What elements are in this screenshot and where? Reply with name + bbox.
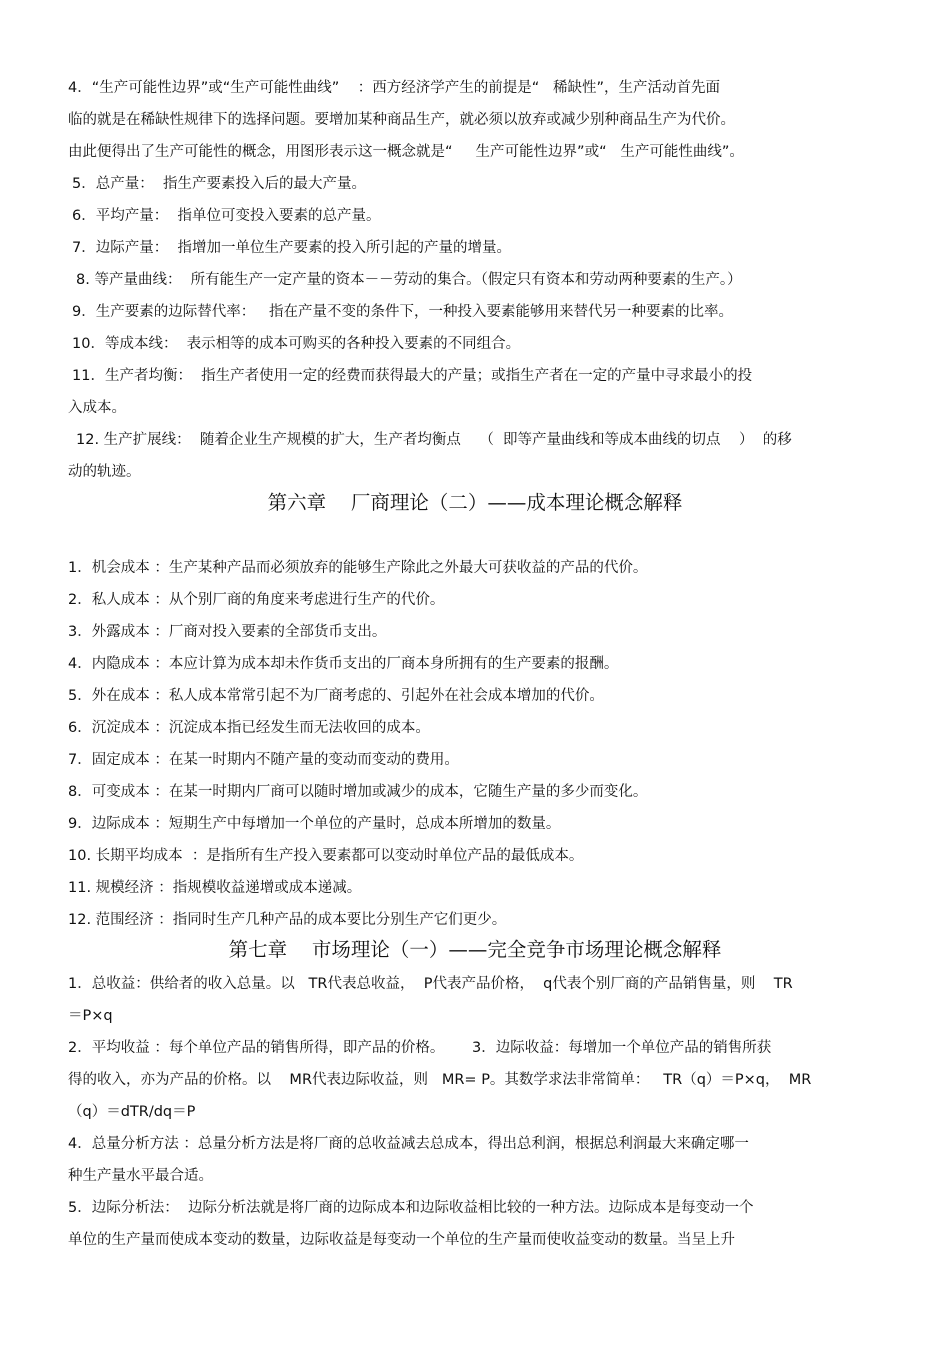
definition-line: 1．总收益：供给者的收入总量。以 TR代表总收益， P代表产品价格， q代表个别厂商的产品销售量，则 TR [68,976,793,992]
definition-line: 入成本。 [68,400,126,416]
definition-line: 8. 等产量曲线： 所有能生产一定产量的资本－－劳动的集合。（假定只有资本和劳动两种要素的生产。） [76,272,742,288]
definition-line: 6．平均产量： 指单位可变投入要素的总产量。 [72,208,381,224]
definition-line: 4．“生产可能性边界”或“生产可能性曲线” ：西方经济学产生的前提是“ 稀缺性”，生产活动首先面 [68,80,721,96]
definition-line: 3．外露成本 ：厂商对投入要素的全部货币支出。 [68,624,387,640]
definition-line: 1．机会成本 ：生产某种产品而必须放弃的能够生产除此之外最大可获收益的产品的代价。 [68,560,648,576]
definition-line: 10．等成本线： 表示相等的成本可购买的各种投入要素的不同组合。 [72,336,521,352]
definition-line: 种生产量水平最合适。 [68,1168,213,1184]
definition-line: 9．边际成本 ：短期生产中每增加一个单位的产量时，总成本所增加的数量。 [68,816,561,832]
definition-line: 10. 长期平均成本 ：是指所有生产投入要素都可以变动时单位产品的最低成本。 [68,848,584,864]
definition-line: ＝P×q [68,1008,113,1024]
chapter-title: 第六章 厂商理论（二）——成本理论概念解释 [267,491,683,514]
definition-line: 11. 规模经济 ：指规模收益递增或成本递减。 [68,880,362,896]
definition-line: 单位的生产量而使成本变动的数量，边际收益是每变动一个单位的生产量而使收益变动的数量。当呈上升 [68,1232,735,1248]
definition-line: 12. 生产扩展线： 随着企业生产规模的扩大，生产者均衡点 （ 即等产量曲线和等成本曲线的切点 ） 的移 [76,432,792,448]
definition-line: 9．生产要素的边际替代率： 指在产量不变的条件下，一种投入要素能够用来替代另一种要素的比率。 [72,304,734,320]
definition-line: 5．外在成本 ：私人成本常常引起不为厂商考虑的、引起外在社会成本增加的代价。 [68,688,604,704]
definition-line: （q）＝dTR/dq＝P [68,1104,196,1120]
definition-line: 7．固定成本 ：在某一时期内不随产量的变动而变动的费用。 [68,752,459,768]
definition-line: 动的轨迹。 [68,464,141,480]
definition-line: 4．内隐成本 ：本应计算为成本却未作货币支出的厂商本身所拥有的生产要素的报酬。 [68,656,619,672]
definition-line: 7．边际产量： 指增加一单位生产要素的投入所引起的产量的增量。 [72,240,511,256]
definition-line: 6．沉淀成本 ：沉淀成本指已经发生而无法收回的成本。 [68,720,430,736]
chapter-title: 第七章 市场理论（一）——完全竞争市场理论概念解释 [228,938,722,961]
definition-line: 5．总产量： 指生产要素投入后的最大产量。 [72,176,366,192]
definition-line: 由此便得出了生产可能性的概念，用图形表示这一概念就是“ 生产可能性边界”或“ 生产可能性曲线”。 [68,144,744,160]
definition-line: 得的收入，亦为产品的价格。以 MR代表边际收益，则 MR= P。其数学求法非常简单： TR（q）＝P×q， MR [68,1072,812,1088]
definition-line: 5．边际分析法： 边际分析法就是将厂商的边际成本和边际收益相比较的一种方法。边际成本是每变动一个 [68,1200,754,1216]
definition-line: 4．总量分析方法 ：总量分析方法是将厂商的总收益减去总成本，得出总利润，根据总利润最大来确定哪一 [68,1136,749,1152]
definition-line: 12. 范围经济 ：指同时生产几种产品的成本要比分别生产它们更少。 [68,912,507,928]
definition-line: 8．可变成本 ：在某一时期内厂商可以随时增加或减少的成本，它随生产量的多少而变化。 [68,784,648,800]
definition-line: 临的就是在稀缺性规律下的选择问题。要增加某种商品生产，就必须以放弃或减少别种商品生产为代价。 [68,112,735,128]
definition-line: 2．平均收益 ：每个单位产品的销售所得，即产品的价格。 3．边际收益：每增加一个单位产品的销售所获 [68,1040,772,1056]
definition-line: 11．生产者均衡： 指生产者使用一定的经费而获得最大的产量；或指生产者在一定的产量中寻求最小的投 [72,368,753,384]
definition-line: 2．私人成本 ：从个别厂商的角度来考虑进行生产的代价。 [68,592,445,608]
